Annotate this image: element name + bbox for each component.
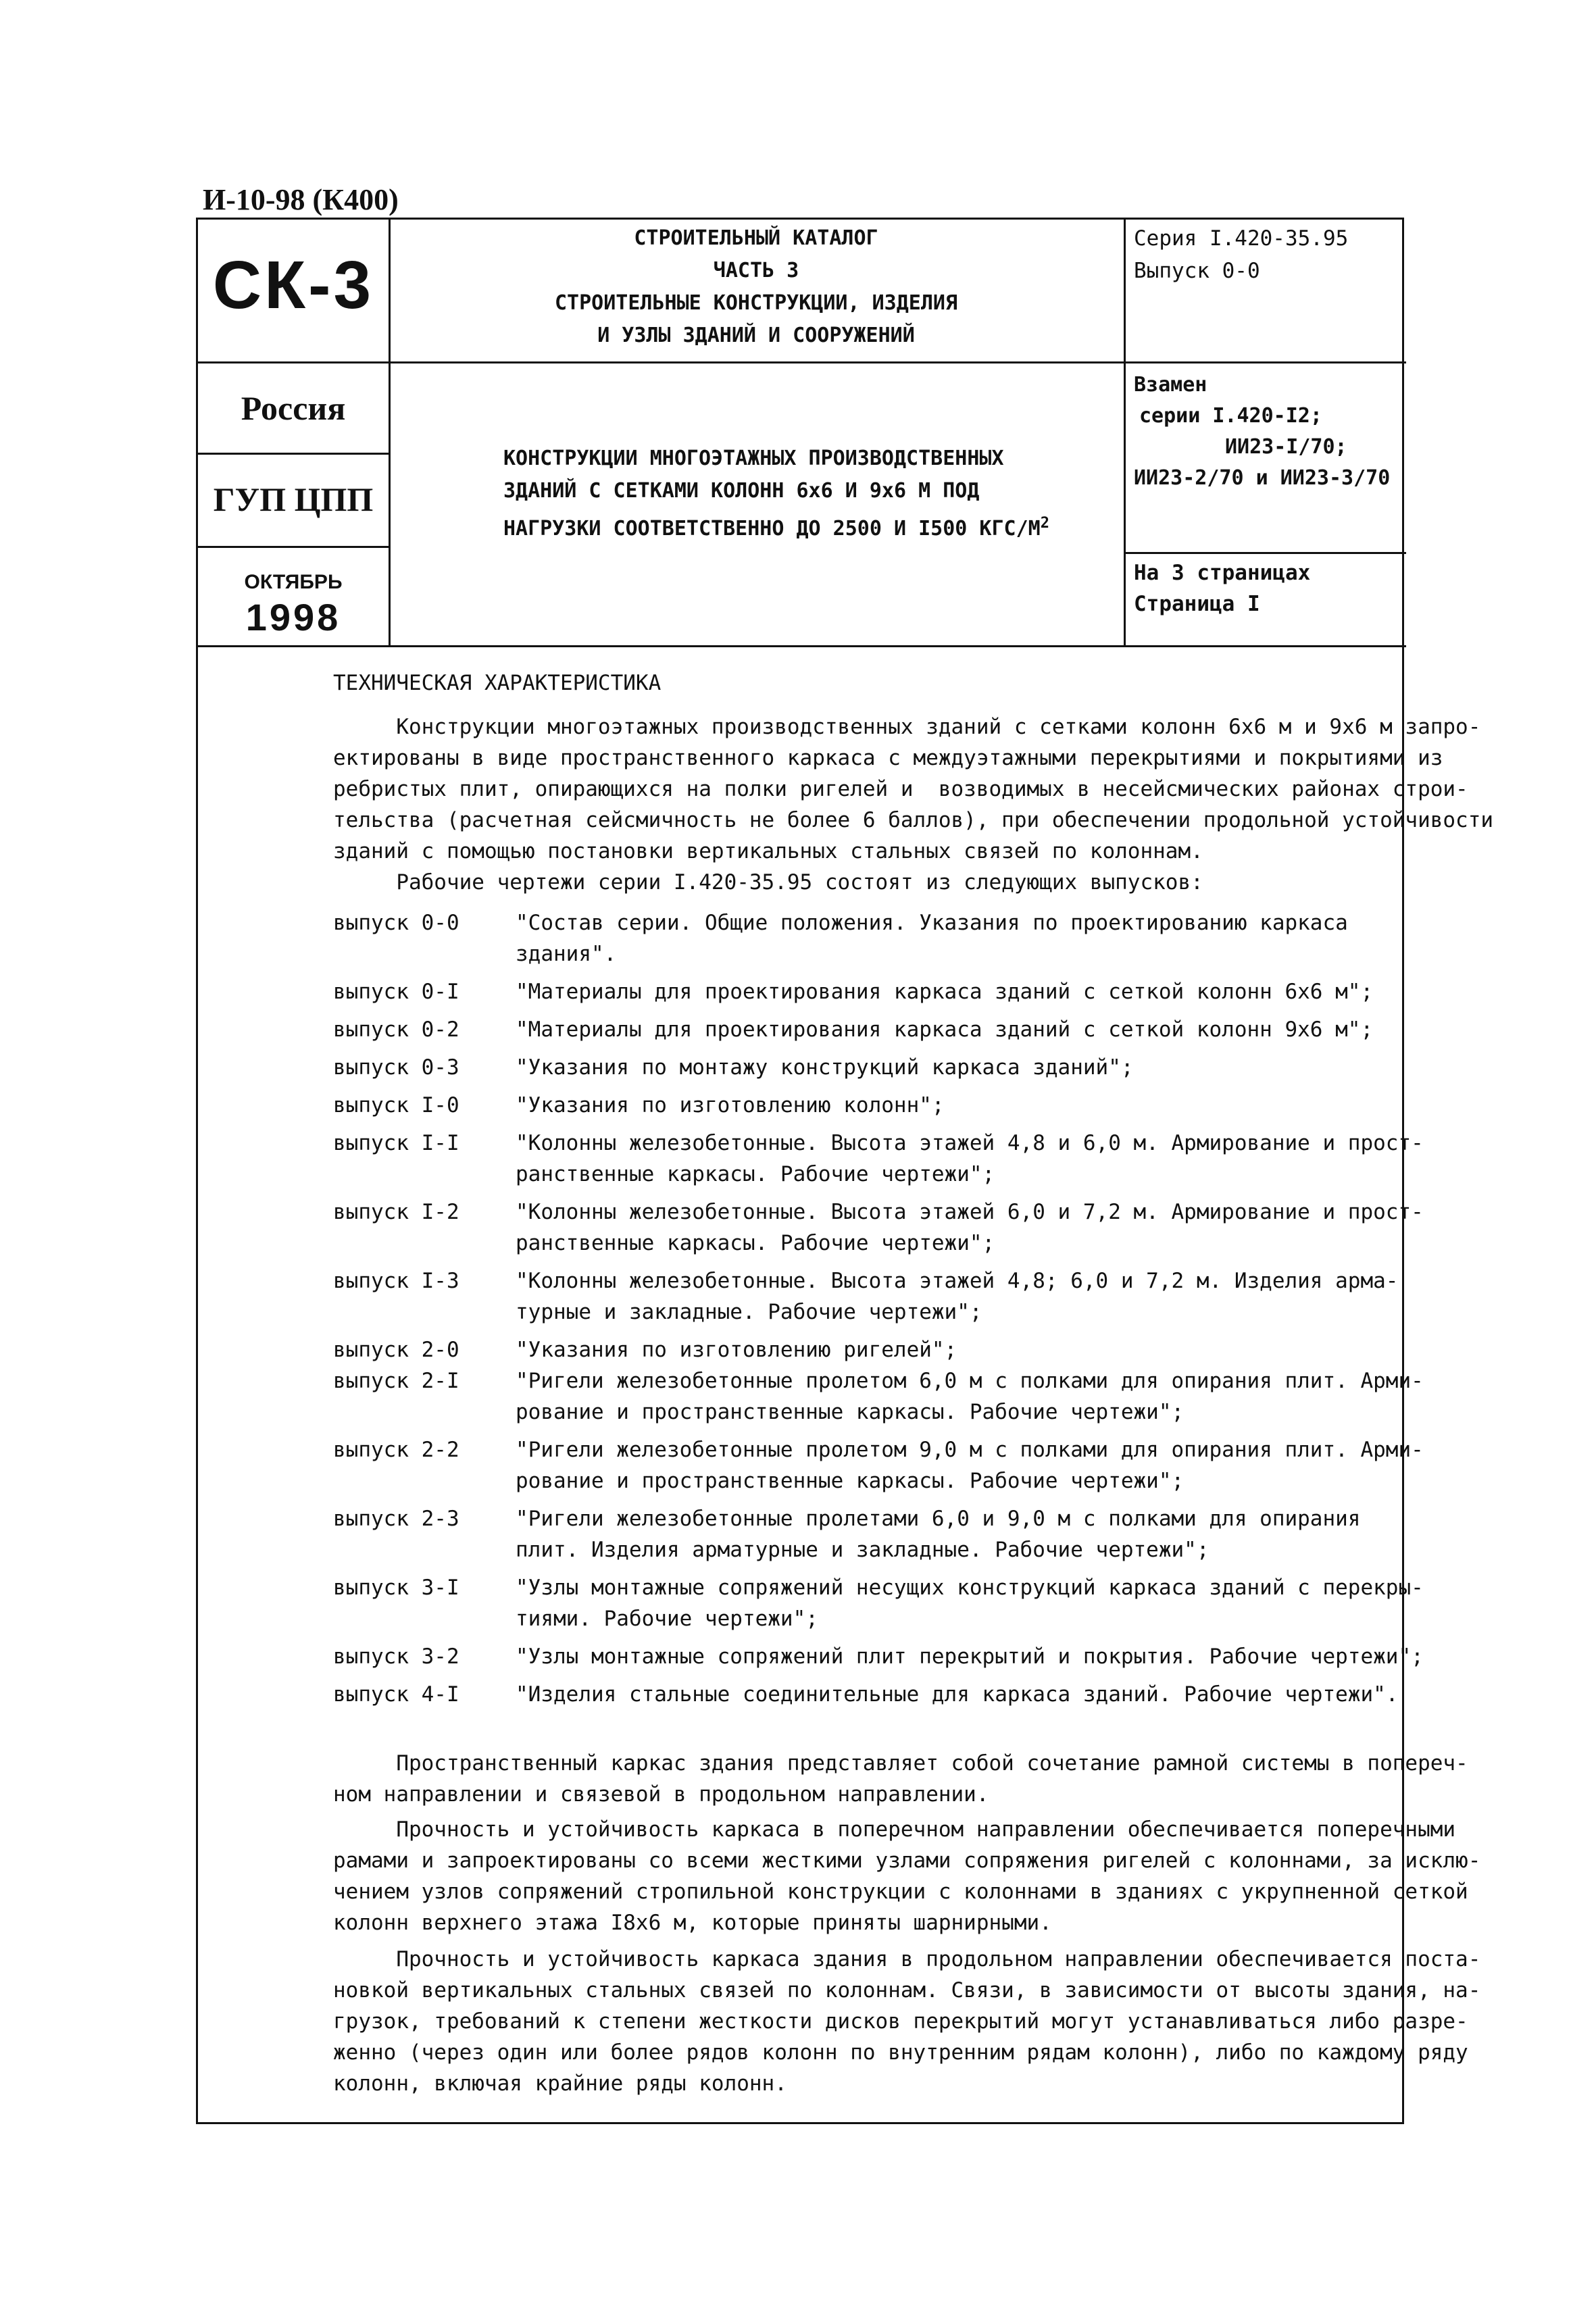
stamp-rule-4 xyxy=(1124,552,1406,554)
issue-label: выпуск 2-0 xyxy=(333,1338,459,1362)
issue-label: выпуск I-I xyxy=(333,1131,459,1155)
replaces-block xyxy=(1134,370,1390,494)
intro-paragraph-2: Рабочие чертежи серии I.420-35.95 состоят из следующих выпусков: xyxy=(333,870,1203,895)
issue-text: "Указания по монтажу конструкций каркаса зданий"; xyxy=(516,1055,1134,1080)
issue-label: выпуск 4-I xyxy=(333,1682,459,1707)
issue-text: "Ригели железобетонные пролетом 6,0 м с полками для опирания плит. Арми- рование и пространственные каркасы. Рабочие чертежи"; xyxy=(516,1369,1424,1424)
subject-superscript: 2 xyxy=(1040,515,1049,532)
issue-year: 1998 xyxy=(245,596,341,638)
paragraph-transverse: Прочность и устойчивость каркаса в поперечном направлении обеспечивается поперечными рамами и запроектированы со всеми жесткими узлами сопряжения ригелей с колоннами, за исклю- чением узлов сопряжений стропильной конструкции с колоннами в зданиях с укрупненной сеткой колонн верхнего этажа I8х6 м, которые приняты шарнирными. xyxy=(333,1817,1481,1935)
catalog-title-line: СТРОИТЕЛЬНЫЙ КАТАЛОГ xyxy=(634,226,878,250)
issue-text: "Колонны железобетонные. Высота этажей 4,8 и 6,0 м. Армирование и прост- ранственные каркасы. Рабочие чертежи"; xyxy=(516,1131,1424,1186)
issue-label: выпуск 2-I xyxy=(333,1369,459,1393)
issue-label: выпуск 3-I xyxy=(333,1576,459,1600)
stamp-rule-3 xyxy=(198,546,389,548)
replaces-heading: Взамен xyxy=(1134,373,1207,397)
list-item xyxy=(333,1197,1424,1259)
issue-number: Выпуск 0-0 xyxy=(1134,259,1260,283)
list-item xyxy=(333,1128,1424,1190)
catalog-title-line: И УЗЛЫ ЗДАНИЙ И СООРУЖЕНИЙ xyxy=(597,324,915,347)
subject-line xyxy=(503,507,1125,545)
list-item xyxy=(333,1090,1424,1121)
issue-label: выпуск 0-3 xyxy=(333,1055,459,1080)
issue-label: выпуск I-2 xyxy=(333,1200,459,1224)
list-item xyxy=(333,1265,1424,1328)
list-item xyxy=(333,1641,1424,1672)
list-item xyxy=(333,1014,1424,1045)
stamp-rule-1 xyxy=(198,361,1406,363)
issue-label: выпуск 2-2 xyxy=(333,1438,459,1462)
stamp-rule-2 xyxy=(198,453,389,455)
issue-label: выпуск 0-0 xyxy=(333,911,459,935)
page-count: На 3 страницах xyxy=(1134,561,1311,585)
document-code: И-10-98 (К400) xyxy=(203,183,399,216)
list-item xyxy=(333,1572,1424,1634)
organization-label: ГУП ЦПП xyxy=(213,480,374,518)
series-number: Серия I.420-35.95 xyxy=(1134,226,1349,251)
list-item xyxy=(333,1679,1424,1710)
issue-label: выпуск 0-I xyxy=(333,980,459,1004)
issue-label: выпуск 3-2 xyxy=(333,1644,459,1669)
issue-text: "Ригели железобетонные пролетами 6,0 и 9,0 м с полками для опирания плит. Изделия арматурные и закладные. Рабочие чертежи"; xyxy=(516,1507,1361,1562)
list-item xyxy=(333,1503,1424,1565)
replaces-line: ИИ23-I/70; xyxy=(1225,435,1347,459)
pages-block xyxy=(1134,557,1310,620)
subject-line: КОНСТРУКЦИИ МНОГОЭТАЖНЫХ ПРОИЗВОДСТВЕННЫХ xyxy=(503,447,1004,470)
series-logo: СК-3 xyxy=(212,247,374,323)
list-item xyxy=(333,1365,1424,1428)
body-heading: ТЕХНИЧЕСКАЯ ХАРАКТЕРИСТИКА xyxy=(333,671,662,695)
subject-title xyxy=(503,443,1125,545)
stamp-rule-bottom xyxy=(198,645,1406,647)
subject-line-text: НАГРУЗКИ СООТВЕТСТВЕННО ДО 2500 И I500 КГС/М xyxy=(503,517,1041,540)
country-label: Россия xyxy=(241,389,346,427)
issue-text: "Узлы монтажные сопряжений плит перекрытий и покрытия. Рабочие чертежи"; xyxy=(516,1644,1424,1669)
catalog-title xyxy=(389,222,1124,352)
issue-label: выпуск I-0 xyxy=(333,1093,459,1117)
issue-label: выпуск 0-2 xyxy=(333,1017,459,1042)
issue-text: "Указания по изготовлению колонн"; xyxy=(516,1093,945,1117)
issue-text: "Колонны железобетонные. Высота этажей 4,8; 6,0 и 7,2 м. Изделия арма- турные и закладные. Рабочие чертежи"; xyxy=(516,1269,1399,1324)
list-item xyxy=(333,976,1424,1007)
intro-paragraph: Конструкции многоэтажных производственных зданий с сетками колонн 6х6 м и 9х6 м запро- ектированы в виде пространственного каркаса с междуэтажными перекрытиями и покрытиями из ребристых плит, опирающихся на полки ригелей и возводимых в несейсмических районах строи- тельства (расчетная сейсмичность не более 6 баллов), при обеспечении продольной устойчивости зданий с помощью постановки вертикальных стальных связей по колоннам. xyxy=(333,715,1494,863)
issue-text: "Указания по изготовлению ригелей"; xyxy=(516,1338,957,1362)
issue-text: "Узлы монтажные сопряжений несущих конструкций каркаса зданий с перекры- тиями. Рабочие чертежи"; xyxy=(516,1576,1424,1631)
catalog-title-line: ЧАСТЬ 3 xyxy=(713,259,799,282)
page-frame xyxy=(196,218,1494,2124)
subject-line: ЗДАНИЙ С СЕТКАМИ КОЛОНН 6х6 И 9х6 М ПОД xyxy=(503,479,980,503)
issue-text: "Материалы для проектирования каркаса зданий с сеткой колонн 6х6 м"; xyxy=(516,980,1374,1004)
paragraph-frame: Пространственный каркас здания представляет собой сочетание рамной системы в попереч- ном направлении и связевой в продольном направлении. xyxy=(333,1751,1468,1807)
issue-text: "Изделия стальные соединительные для каркаса зданий. Рабочие чертежи". xyxy=(516,1682,1399,1707)
issue-text: "Состав серии. Общие положения. Указания по проектированию каркаса здания". xyxy=(516,911,1348,966)
issue-text: "Ригели железобетонные пролетом 9,0 м с полками для опирания плит. Арми- рование и пространственные каркасы. Рабочие чертежи"; xyxy=(516,1438,1424,1493)
list-item xyxy=(333,1434,1424,1496)
issue-label: выпуск I-3 xyxy=(333,1269,459,1293)
catalog-title-line: СТРОИТЕЛЬНЫЕ КОНСТРУКЦИИ, ИЗДЕЛИЯ xyxy=(554,291,958,315)
series-info xyxy=(1134,222,1348,287)
page-number: Страница I xyxy=(1134,592,1260,616)
list-item xyxy=(333,1334,1424,1365)
list-item xyxy=(333,907,1424,970)
stamp-divider-right xyxy=(1124,220,1126,645)
issue-label: выпуск 2-3 xyxy=(333,1507,459,1531)
issues-list xyxy=(333,907,1424,1717)
issue-text: "Колонны железобетонные. Высота этажей 6,0 и 7,2 м. Армирование и прост- ранственные каркасы. Рабочие чертежи"; xyxy=(516,1200,1424,1255)
list-item xyxy=(333,1052,1424,1083)
replaces-line: серии I.420-I2; xyxy=(1139,404,1322,428)
issue-month: ОКТЯБРЬ xyxy=(244,571,343,593)
paragraph-longitudinal: Прочность и устойчивость каркаса здания в продольном направлении обеспечивается поста- новкой вертикальных стальных связей по колоннам. Связи, в зависимости от высоты здания, на- грузок, требований к степени жесткости дисков перекрытий могут устанавливаться либо разре- женно (через один или более рядов колонн по внутренним рядам колонн), либо по каждому ряду колонн, включая крайние ряды колонн. xyxy=(333,1947,1481,2096)
replaces-line: ИИ23-2/70 и ИИ23-3/70 xyxy=(1134,466,1391,490)
issue-text: "Материалы для проектирования каркаса зданий с сеткой колонн 9х6 м"; xyxy=(516,1017,1374,1042)
